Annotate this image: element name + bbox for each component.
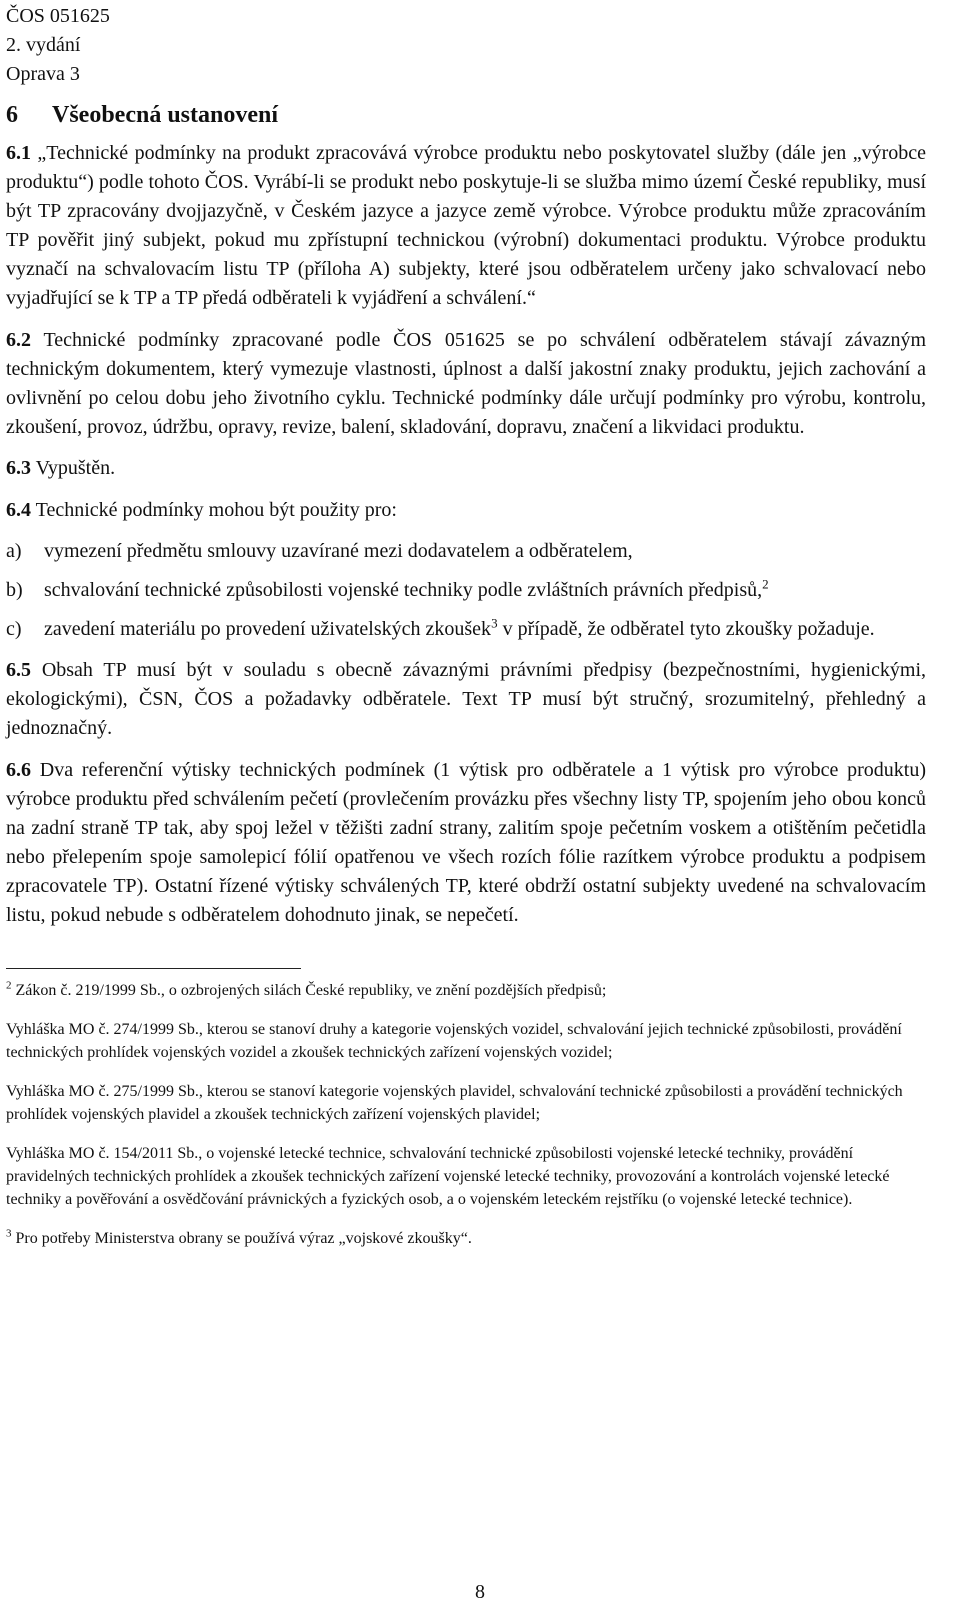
footnote-3: [6, 1227, 926, 1250]
document-header: [6, 0, 926, 89]
list-item-b: [6, 576, 926, 605]
document-page: [6, 0, 926, 1250]
paragraph-text: Technické podmínky mohou být použity pro:: [35, 499, 397, 521]
paragraph-number: 6.6: [6, 759, 31, 781]
list-label: b): [6, 579, 23, 601]
footnote-mark: 2: [6, 979, 12, 992]
paragraph-6-6: [6, 756, 926, 930]
list-text: vymezení předmětu smlouvy uzavírané mezi dodavatelem a odběratelem,: [44, 540, 633, 562]
paragraph-6-1: [6, 139, 926, 313]
footnote-2: [6, 979, 926, 1002]
paragraph-number: 6.3: [6, 457, 31, 479]
list-text-continued: v případě, že odběratel tyto zkoušky požaduje.: [497, 618, 875, 640]
section-heading: [6, 99, 926, 131]
paragraph-number: 6.5: [6, 659, 31, 681]
paragraph-6-3: [6, 454, 926, 483]
footnote-text: Pro potřeby Ministerstva obrany se používá výraz „vojskové zkoušky“.: [11, 1230, 472, 1247]
page-number: 8: [475, 1581, 485, 1603]
standard-id: ČOS 051625: [6, 5, 110, 27]
paragraph-6-4: [6, 496, 926, 525]
footnote-divider: [6, 968, 301, 969]
footnote-2-decree-154: Vyhláška MO č. 154/2011 Sb., o vojenské letecké technice, schvalování technické způsobilosti vojenské letecké techniky, provádění pravidelných technických prohlídek a zkoušek technických zařízení vojenské letecké techniky, provozování a kontrolách vojenské letecké techniky a pověřování a osvědčování právnických a fyzických osob, a o vojenském leteckém rejstříku (o vojenské letecké technice).: [6, 1145, 890, 1208]
paragraph-6-5: [6, 656, 926, 743]
footnote-mark: 3: [6, 1227, 12, 1240]
footnote-text: Zákon č. 219/1999 Sb., o ozbrojených silách České republiky, ve znění pozdějších předpisů;: [11, 982, 607, 999]
footnote-ref-3[interactable]: 3: [491, 615, 498, 631]
paragraph-number: 6.4: [6, 499, 31, 521]
paragraph-number: 6.1: [6, 142, 31, 164]
paragraph-text: Technické podmínky zpracované podle ČOS 051625 se po schválení odběratelem stávají závazným technickým dokumentem, který vymezuje vlastnosti, úplnost a další jakostní znaky produktu, jejich zachování a ovlivnění po celou dobu jeho životního cyklu. Technické podmínky dále určují podmínky pro výrobu, kontrolu, zkoušení, provoz, údržbu, opravy, revize, balení, skladování, dopravu, značení a likvidaci produktu.: [6, 329, 926, 438]
list-text: zavedení materiálu po provedení uživatelských zkoušek: [44, 618, 492, 640]
footnote-2-decree-275: Vyhláška MO č. 275/1999 Sb., kterou se stanoví kategorie vojenských plavidel, schvalování technické způsobilosti a provádění technických prohlídek vojenských plavidel a zkoušek technických zařízení vojenských plavidel;: [6, 1083, 903, 1123]
paragraph-number: 6.2: [6, 329, 31, 351]
usage-list: [6, 537, 926, 644]
paragraph-6-2: [6, 326, 926, 442]
section-title: Všeobecná ustanovení: [52, 102, 279, 128]
list-text: schvalování technické způsobilosti vojenské techniky podle zvláštních právních předpisů,: [44, 579, 763, 601]
paragraph-text: Dva referenční výtisky technických podmínek (1 výtisk pro odběratele a 1 výtisk pro výrobce produktu) výrobce produktu před schválením pečetí (provlečením provázku přes všechny listy TP, spojením jeho obou konců na zadní straně TP tak, aby spoj ležel v těžišti zadní strany, zalitím spoje pečetním voskem a otištěním pečetidla nebo přelepením spoje samolepicí fólií opatřenou ve všech rozích fólie razítkem výrobce produktu a podpisem zpracovatele TP). Ostatní řízené výtisky schválených TP, které obdrží ostatní subjekty uvedené na schvalovacím listu, pokud nebude s odběratelem dohodnuto jinak, se nepečetí.: [6, 759, 926, 926]
list-label: a): [6, 540, 22, 562]
list-item-a: [6, 537, 926, 566]
paragraph-text: Vypuštěn.: [35, 457, 116, 479]
list-item-c: [6, 615, 926, 644]
edition: 2. vydání: [6, 34, 81, 56]
list-label: c): [6, 618, 22, 640]
paragraph-text: Obsah TP musí být v souladu s obecně závaznými právními předpisy (bezpečnostními, hygienickými, ekologickými), ČSN, ČOS a požadavky odběratele. Text TP musí být stručný, srozumitelný, přehledný a jednoznačný.: [6, 659, 926, 739]
amendment: Oprava 3: [6, 63, 80, 85]
section-number: 6: [6, 102, 18, 128]
footnote-2-decree-274: Vyhláška MO č. 274/1999 Sb., kterou se stanoví druhy a kategorie vojenských vozidel, schvalování jejich technické způsobilosti, provádění technických prohlídek vojenských vozidel a zkoušek technických zařízení vojenských vozidel;: [6, 1021, 902, 1061]
paragraph-text: „Technické podmínky na produkt zpracovává výrobce produktu nebo poskytovatel služby (dále jen „výrobce produktu“) podle tohoto ČOS. Vyrábí-li se produkt nebo poskytuje-li se služba mimo území České republiky, musí být TP zpracovány dvojjazyčně, v Českém jazyce a jazyce země výrobce. Výrobce produktu může zpracováním TP pověřit jiný subjekt, pokud mu zpřístupní technickou (výrobní) dokumentaci produktu. Výrobce produktu vyznačí na schvalovacím listu TP (příloha A) subjekty, které jsou odběratelem určeny jako schvalovací nebo vyjadřující se k TP a TP předá odběrateli k vyjádření a schválení.“: [6, 142, 927, 309]
footnote-ref-2[interactable]: 2: [762, 576, 769, 592]
